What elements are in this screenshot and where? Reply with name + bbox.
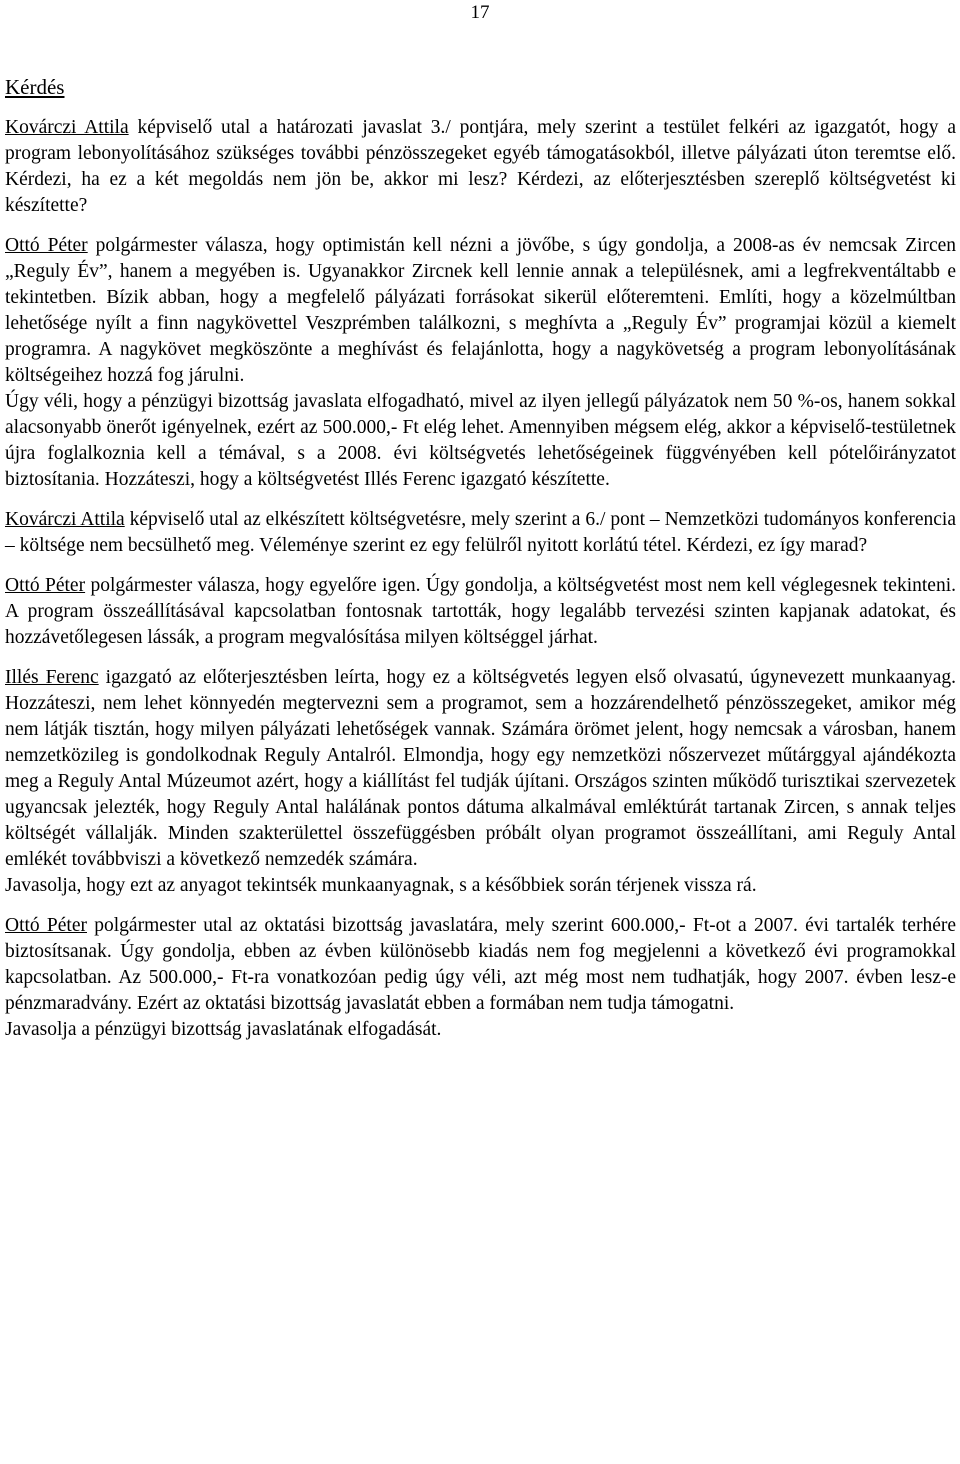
paragraph-2 [5,233,956,389]
paragraph-text: képviselő utal az elkészített költségvetésre, mely szerint a 6./ pont – Nemzetközi tudományos konferencia – költsége nem becsülhető meg. Véleménye szerint ez egy felülről nyitott korlátú tétel. Kérdezi, ez így marad? [5,509,956,556]
paragraph-1 [5,115,956,219]
paragraph-8 [5,913,956,1017]
speaker-name: Ottó Péter [5,235,88,256]
paragraph-text: Javasolja a pénzügyi bizottság javaslatának elfogadását. [5,1019,442,1040]
paragraph-6 [5,665,956,873]
paragraph-5 [5,573,956,651]
paragraph-text: Úgy véli, hogy a pénzügyi bizottság javaslata elfogadható, mivel az ilyen jellegű pályázatok nem 50 %-os, hanem sokkal alacsonyabb önerőt igényelnek, ezért az 500.000,- Ft elég lehet. Amennyiben mégsem elég, akkor a képviselő-testületnek újra foglalkoznia kell a témával, s a 2008. évi költségvetés lehetőségeinek függvényében kell pótelőirányzatot biztosítania. Hozzáteszi, hogy a költségvetést Illés Ferenc igazgató készítette. [5,391,956,490]
paragraph-7 [5,873,956,899]
section-heading: Kérdés [5,75,65,99]
paragraph-9 [5,1017,956,1043]
paragraph-text: igazgató az előterjesztésben leírta, hogy ez a költségvetés legyen első olvasatú, úgynevezett munkaanyag. Hozzáteszi, nem lehet könnyedén megtervezni sem a programot, sem a hozzárendelhető pénzösszegeket, amikor még nem látják tisztán, hogy milyen pályázati lehetőségek vannak. Számára örömet jelent, hogy nemcsak a városban, hanem nemzetközileg is gondolkodnak Reguly Antalról. Elmondja, hogy egy nemzetközi nőszervezet műtárggyal ajándékozta meg a Reguly Antal Múzeumot azért, hogy a kiállítást fel tudják újítani. Országos szinten működő turisztikai szervezetek ugyancsak jelezték, hogy Reguly Antal halálának pontos dátuma alkalmával emléktúrát tartanak Zircen, s annak teljes költségét vállalják. Minden szakterülettel összefüggésben próbált olyan programot összeállítani, ami Reguly Antal emlékét továbbviszi a következő nemzedék számára. [5,667,956,870]
paragraph-text: Javasolja, hogy ezt az anyagot tekintsék munkaanyagnak, s a későbbiek során térjenek vissza rá. [5,875,757,896]
paragraph-text: polgármester válasza, hogy egyelőre igen. Úgy gondolja, a költségvetést most nem kell véglegesnek tekinteni. A program összeállításával kapcsolatban fontosnak tartották, hogy legalább tervezési szinten kapjanak adatokat, és hozzávetőlegesen lássák, a program megvalósítása milyen költséggel járhat. [5,575,956,648]
paragraph-text: polgármester válasza, hogy optimistán kell nézni a jövőbe, s úgy gondolja, a 2008-as év nemcsak Zircen „Reguly Év”, hanem a megyében is. Ugyanakkor Zircnek kell lennie annak a településnek, ami a legfrekventáltabb e tekintetben. Bízik abban, hogy a megfelelő pályázati forrásokat sikerül előteremteni. Említi, hogy a közelmúltban lehetősége nyílt a finn nagykövettel Veszprémben találkozni, s meghívta a „Reguly Év” programjai közül a kiemelt programra. A nagykövet megköszönte a meghívást és felajánlotta, hogy a nagykövetség a program lebonyolításának költségeihez hozzá fog járulni. [5,235,957,386]
speaker-name: Kovárczi Attila [5,117,129,138]
page-number: 17 [470,2,490,23]
paragraph-4 [5,507,956,559]
speaker-name: Ottó Péter [5,915,87,936]
paragraph-3 [5,389,956,493]
speaker-name: Illés Ferenc [5,667,99,688]
paragraph-text: polgármester utal az oktatási bizottság javaslatára, mely szerint 600.000,- Ft-ot a 2007. évi tartalék terhére biztosítsanak. Úgy gondolja, ebben az évben különösebb kiadás nem fog megjelenni a következő évi programokkal kapcsolatban. Az 500.000,- Ft-ra vonatkozóan pedig úgy véli, azt még most nem tudhatják, hogy 2007. évben lesz-e pénzmaradvány. Ezért az oktatási bizottság javaslatát ebben a formában nem tudja támogatni. [5,915,956,1014]
speaker-name: Ottó Péter [5,575,86,596]
speaker-name: Kovárczi Attila [5,509,125,530]
paragraph-text: képviselő utal a határozati javaslat 3./ pontjára, mely szerint a testület felkéri az igazgatót, hogy a program lebonyolításához szükséges további pénzösszegeket egyéb támogatásokból, illetve pályázati úton teremtse elő. Kérdezi, ha ez a két megoldás nem jön be, akkor mi lesz? Kérdezi, az előterjesztésben szereplő költségvetést ki készítette? [5,117,957,216]
document-body [5,73,956,1043]
